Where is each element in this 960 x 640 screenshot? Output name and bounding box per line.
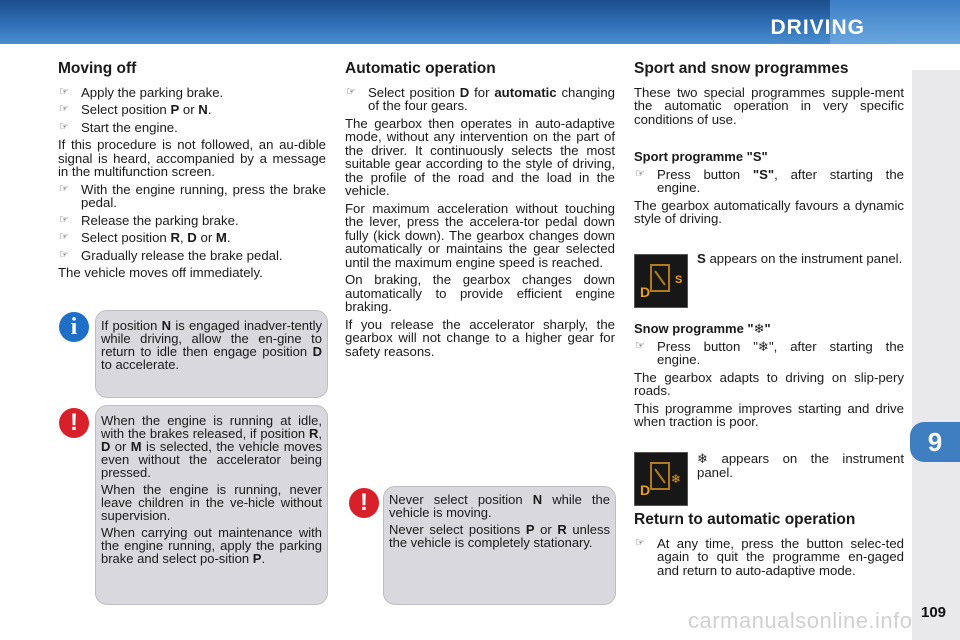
bullet-text: With the engine running, press the brake pedal. bbox=[81, 181, 326, 210]
button-key: "S" bbox=[752, 166, 775, 182]
snow-panel-caption bbox=[697, 452, 904, 483]
gear-key: P bbox=[525, 522, 535, 537]
bullet-text: Release the parking brake. bbox=[81, 212, 239, 228]
text: When carrying out maintenance with the engine running, apply the parking brake and select po-sition bbox=[101, 525, 322, 566]
text: , bbox=[318, 426, 322, 441]
text: or bbox=[196, 230, 216, 245]
chapter-tab: 9 bbox=[910, 422, 960, 462]
text: , after starting the engine. bbox=[657, 166, 905, 195]
bullet-item bbox=[58, 103, 326, 117]
text: or bbox=[110, 439, 131, 454]
sport-snow-section bbox=[634, 62, 904, 230]
moving-off-section bbox=[58, 62, 326, 284]
paragraph: The gearbox then operates in auto-adaptive mode, without any intervention on the part of the driver. It continuously selects the most suitable gear according to the style of driving, the profile of the road and the load in the vehicle. bbox=[345, 115, 615, 198]
snowflake-icon: ❄ bbox=[757, 338, 769, 354]
bullet-item bbox=[634, 537, 904, 578]
text: Select position bbox=[81, 230, 171, 245]
pointing-hand-icon: ☞ bbox=[59, 103, 69, 115]
text: Press button " bbox=[657, 338, 758, 354]
gear-key: D bbox=[187, 230, 197, 245]
text: Never select position bbox=[389, 492, 533, 507]
gear-key: D bbox=[312, 344, 322, 359]
bullet-text: Gradually release the brake pedal. bbox=[81, 247, 283, 263]
emphasis: automatic bbox=[494, 84, 557, 100]
text: appears on the instrument panel. bbox=[697, 451, 904, 480]
bullet-text: At any time, press the button selec-ted again to quit the programme en-gaged and return to auto-adaptive mode. bbox=[657, 535, 904, 578]
warning-box-middle bbox=[383, 486, 616, 605]
bullet-item bbox=[58, 231, 326, 245]
text: Select position bbox=[81, 102, 171, 117]
text: If position bbox=[101, 318, 162, 333]
sport-heading: Sport programme "S" bbox=[634, 149, 768, 164]
automatic-heading: Automatic operation bbox=[345, 60, 496, 77]
paragraph: When the engine is running, never leave children in the ve-hicle without supervision. bbox=[101, 482, 322, 523]
pointing-hand-icon: ☞ bbox=[635, 339, 645, 352]
bullet-item bbox=[58, 183, 326, 210]
bullet-item bbox=[58, 121, 326, 135]
bullet-text: Apply the parking brake. bbox=[81, 84, 224, 100]
paragraph: This programme improves starting and drive when traction is poor. bbox=[634, 400, 904, 429]
pointing-hand-icon: ☞ bbox=[59, 182, 69, 195]
text: unless the vehicle is completely stationary. bbox=[389, 522, 610, 550]
gear-key: R bbox=[308, 426, 319, 441]
paragraph: The gearbox automatically favours a dynamic style of driving. bbox=[634, 197, 904, 226]
moving-off-heading: Moving off bbox=[58, 60, 137, 77]
warning-text bbox=[389, 493, 610, 553]
paragraph: The gearbox adapts to driving on slip-pery roads. bbox=[634, 369, 904, 398]
bullet-item bbox=[58, 214, 326, 228]
text: " bbox=[764, 321, 771, 336]
gear-key: R bbox=[557, 522, 567, 537]
text: is selected, the vehicle moves even without the accelerator being pressed. bbox=[101, 439, 322, 480]
pointing-hand-icon: ☞ bbox=[635, 536, 645, 549]
sport-snow-heading: Sport and snow programmes bbox=[634, 60, 849, 77]
page-number: 109 bbox=[921, 604, 947, 621]
info-text bbox=[101, 319, 322, 371]
paragraph: The vehicle moves off immediately. bbox=[58, 265, 263, 280]
paragraph bbox=[101, 526, 322, 565]
sport-panel-icon bbox=[634, 254, 688, 308]
gear-key: D bbox=[459, 84, 470, 100]
section-title: DRIVING bbox=[770, 16, 865, 39]
gear-key: M bbox=[130, 439, 142, 454]
text: appears on the instrument panel. bbox=[705, 251, 903, 266]
pointing-hand-icon: ☞ bbox=[59, 248, 69, 261]
side-strip bbox=[912, 70, 960, 640]
panel-gear-letter: D bbox=[640, 482, 651, 498]
snowflake-icon: ❄ bbox=[753, 321, 765, 336]
pointing-hand-icon: ☞ bbox=[59, 231, 69, 243]
automatic-section bbox=[345, 62, 615, 362]
bullet-item bbox=[345, 86, 615, 113]
return-section bbox=[634, 513, 904, 581]
text: . bbox=[207, 102, 212, 117]
pointing-hand-icon: ☞ bbox=[59, 85, 69, 98]
text: ", after starting the engine. bbox=[657, 338, 904, 367]
warning-icon: ! bbox=[59, 408, 89, 438]
pointing-hand-icon: ☞ bbox=[59, 213, 69, 226]
paragraph bbox=[697, 252, 904, 266]
bullet-item bbox=[634, 340, 904, 367]
paragraph bbox=[389, 523, 610, 549]
pointing-hand-icon: ☞ bbox=[635, 167, 645, 180]
paragraph bbox=[697, 452, 904, 479]
panel-snowflake: ❄ bbox=[671, 472, 682, 486]
paragraph bbox=[101, 414, 322, 479]
pointing-hand-icon: ☞ bbox=[346, 85, 356, 98]
text: while the vehicle is moving. bbox=[389, 492, 611, 520]
info-box bbox=[95, 310, 328, 398]
gear-key: N bbox=[198, 102, 208, 117]
bullet-item bbox=[634, 168, 904, 195]
pointing-hand-icon: ☞ bbox=[59, 120, 69, 133]
bullet-item bbox=[58, 249, 326, 263]
panel-gear-letter: D bbox=[640, 284, 651, 300]
text: is engaged inadver-tently while driving, allow the en-gine to return to idle then engage position bbox=[101, 318, 322, 359]
return-heading: Return to automatic operation bbox=[634, 511, 856, 528]
text: When the engine is running at idle, with the brakes released, if position bbox=[101, 413, 322, 441]
gear-key: N bbox=[161, 318, 172, 333]
bullet-item bbox=[58, 86, 326, 100]
warning-text bbox=[101, 414, 322, 569]
text: for bbox=[469, 84, 495, 100]
bullet-text: Start the engine. bbox=[81, 119, 178, 135]
gear-key: R bbox=[170, 230, 180, 245]
warning-icon: ! bbox=[349, 488, 379, 518]
text: or bbox=[534, 522, 558, 537]
gear-key: P bbox=[170, 102, 180, 117]
text: Never select positions bbox=[389, 522, 526, 537]
gear-key: D bbox=[101, 439, 111, 454]
text: . bbox=[261, 551, 266, 566]
snow-panel-icon bbox=[634, 452, 688, 506]
snow-heading bbox=[634, 322, 904, 336]
info-icon: i bbox=[59, 312, 89, 342]
instrument-panel-icon bbox=[635, 255, 687, 307]
snow-section bbox=[634, 322, 904, 433]
panel-s-letter: S bbox=[675, 274, 683, 286]
text: changing of the four gears. bbox=[368, 84, 615, 113]
paragraph: If you release the accelerator sharply, the gearbox will not change to a higher gear for safety reasons. bbox=[345, 316, 615, 359]
text: , bbox=[179, 230, 188, 245]
paragraph: If this procedure is not followed, an au-dible signal is heard, accompanied by a message in the multifunction screen. bbox=[58, 137, 326, 179]
text: Snow programme " bbox=[634, 321, 754, 336]
gear-key: P bbox=[252, 551, 262, 566]
text: or bbox=[179, 102, 199, 117]
gear-key: N bbox=[532, 492, 543, 507]
text: to accelerate. bbox=[101, 357, 180, 372]
text: Press button bbox=[657, 166, 753, 182]
paragraph bbox=[389, 493, 610, 519]
paragraph: For maximum acceleration without touching the lever, press the accelera-tor pedal down fully (kick down). The gearbox changes down automatically or maintains the gear selected until the maximum engine speed is reached. bbox=[345, 200, 615, 270]
instrument-panel-icon bbox=[635, 453, 687, 505]
watermark: carmanualsonline.info bbox=[688, 608, 913, 633]
sport-key: S bbox=[697, 251, 706, 266]
warning-box-left bbox=[95, 405, 328, 605]
text: . bbox=[226, 230, 231, 245]
gear-key: M bbox=[215, 230, 227, 245]
paragraph: These two special programmes supple-ment the automatic operation in very specific conditions of use. bbox=[634, 84, 904, 127]
snowflake-icon: ❄ bbox=[697, 451, 709, 466]
paragraph: On braking, the gearbox changes down automatically to provide efficient engine braking. bbox=[345, 272, 615, 314]
sport-panel-caption bbox=[697, 252, 904, 270]
text: Select position bbox=[368, 84, 460, 100]
